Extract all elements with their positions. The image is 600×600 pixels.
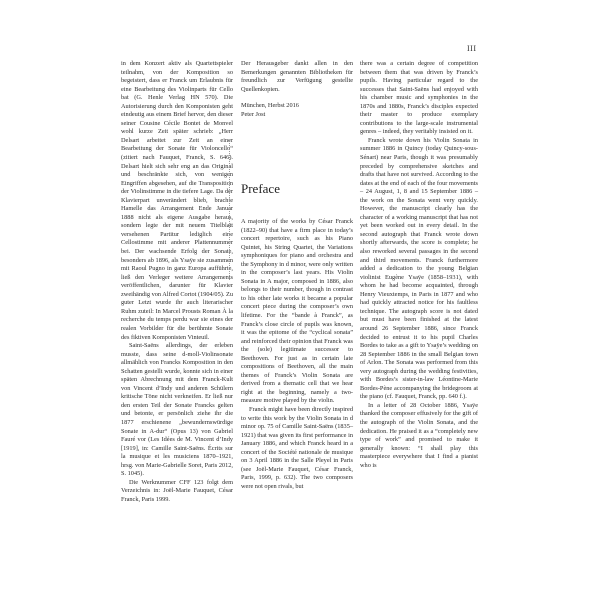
paragraph: Franck might have been directly inspired to write this work by the Violin Sonata in d minor op. 75 of Camille Saint-Saëns (1835–1921) that was given its first performance in January 1886, and which Franck heard in a concert of the Société nationale de musique on 3 April 1886 in the Salle Pleyel in Paris (see Joël-Marie Fauquet, César Franck, Paris, 1999, p. 632). The two composers were not open rivals, but [241, 406, 353, 490]
acknowledgement-block [241, 60, 353, 119]
signature-block [241, 102, 353, 119]
column-divider [229, 140, 231, 280]
paragraph: there was a certain degree of competition between them that was driven by Franck’s pupils. Having particular regard to the successes that Saint-Saëns had enjoyed with his chamber music and symphonies in the 1870s and 1880s, Franck’s disciples expected their master to produce exemplary contributions to the large-scale instrumental genres – indeed, they veritably insisted on it. [360, 60, 478, 136]
paragraph: A majority of the works by César Franck (1822–90) that have a firm place in today’s concert repertoire, such as his Piano Quintet, his String Quartet, the Variations symphoniques for piano and orchestra and the Symphony in d minor, were only written in the composer’s last years. His Violin Sonata in A major, composed in 1886, also belongs to their number, though in contrast to his other late works it became a popular concert piece during the composer’s own lifetime. For the “bande à Franck”, as Franck’s close circle of pupils was known, it was the epitome of the “cyclical sonata” and reinforced their opinion that Franck was the (sole) legitimate successor to Beethoven. For just as in certain late compositions of Beethoven, all the main themes of Franck’s Violin Sonata are derived from a thematic cell that we hear right at the beginning, namely a two-measure motive played by the violin. [241, 218, 353, 405]
paragraph: Franck wrote down his Violin Sonata in summer 1886 in Quincy (today Quincy-sous-Sénart) near Paris, though it was presumably preceded by comprehensive sketches and drafts that have not survived. According to the dates at the end of each of the four movements – 24 August, 1, 8 and 15 September 1886 – the work on the Sonata went very quickly. However, the manuscript clearly has the character of a working manuscript that has not yet been worked out in every detail. In the second autograph that Franck wrote down shortly afterwards, the score is complete; he also reworked several passages in the second and third movements. Franck furthermore added a dedication to the young Belgian violinist Eugène Ysaÿe (1858–1931), with whom he had become acquainted, through Henry Vieuxtemps, in Paris in 1877 and who had quickly attracted notice for his faultless technique. The autograph score is not dated but must have been finished at the latest around 26 September 1886, since Franck decided to entrust it to his pupil Charles Bordes to take as a gift to Ysaÿe’s wedding on 28 September 1886 in the small Belgian town of Arlon. The Sonata was performed from this very autograph during the wedding festivities, with Bordes’s sister-in-law Léontine-Marie Bordes-Pène accompanying the bridegroom at the piano (cf. Fauquet, Franck, pp. 640 f.). [360, 136, 478, 401]
paragraph: In a letter of 28 October 1886, Ysaÿe thanked the composer effusively for the gift of the autograph of the Violin Sonata, and the dedication. He praised it as a “completely new type of work” and promised to make it generally known: “I shall play this masterpiece everywhere that I find a pianist who is [360, 401, 478, 469]
german-text-column [121, 60, 233, 504]
author-name: Peter Jost [241, 110, 266, 118]
place-date: München, Herbst 2016 [241, 102, 299, 110]
page-number: III [467, 44, 477, 53]
acknowledgement-text: Der Herausgeber dankt allen in den Bemerkungen genannten Bibliotheken für freundlich zur Verfügung gestellte Quellenkopien. [241, 60, 353, 93]
preface-continued-column [360, 60, 478, 470]
section-heading: Preface [241, 181, 280, 196]
paragraph: Saint-Saëns allerdings, der erleben musste, dass seine d-moll-Violinsonate allmählich von Francks Komposition in den Schatten gestellt wurde, konnte sich in einer späten Abrechnung mit dem Franck-Kult von Vincent d’Indy und anderen Schülern kritische Töne nicht verkneifen. Er ließ nur den ersten Teil der Sonate Francks gelten und betonte, er persönlich ziehe ihr die 1877 erschienene „bewundernswürdige Sonate in A-dur“ (Opus 13) von Gabriel Fauré vor (Les Idées de M. Vincent d’Indy [1919], in: Camille Saint-Saëns. Écrits sur la musique et les musiciens 1870–1921, hrsg. von Marie-Gabrielle Soret, Paris 2012, S. 1045). [121, 342, 233, 478]
preface-text-column [241, 218, 353, 492]
paragraph: in dem Konzert aktiv als Quartettspieler teilnahm, von der Komposition so begeistert, dass er Franck um Erlaubnis für eine Bearbeitung des Violinparts für Cello bat (G. Henle Verlag HN 570). Die Autorisierung durch den Komponisten geht eindeutig aus einem Brief hervor, den dieser seiner Cousine Cécile Bontet de Monvel wohl kurze Zeit später schrieb: „Herr Delsart arbeitet zur Zeit an einer Bearbeitung der Sonate für Violoncello“ (zitiert nach Fauquet, Franck, S. 646). Delsart hielt sich sehr eng an das Original und beschränkte sich, von wenigen Eingriffen abgesehen, auf die Transposition der Violinstimme in die tiefere Lage. Da der Klavierpart unverändert blieb, brachte Hamelle das Arrangement Ende Januar 1888 nicht als eigene Ausgabe heraus, sondern legte der mit neuem Titelblatt versehenen Partitur lediglich eine Cellostimme mit anderer Plattennummer bei. Der wachsende Erfolg der Sonate, besonders ab 1896, als Ysaÿe sie zusammen mit Raoul Pugno in ganz Europa aufführte, ließ den Verleger weitere Arrangements veröffentlichen, darunter für Klavier zweihändig von Alfred Cortot (1904/05). Zu guter Letzt wurde ihr auch literarischer Ruhm zuteil: In Marcel Prousts Roman À la recherche du temps perdu war sie eines der realen Vorbilder für die berühmte Sonate des fiktiven Komponisten Vinteuil. [121, 60, 233, 341]
paragraph: Die Werknummer CFF 123 folgt dem Verzeichnis in: Joël-Marie Fauquet, César Franck, Paris 1999. [121, 478, 233, 503]
